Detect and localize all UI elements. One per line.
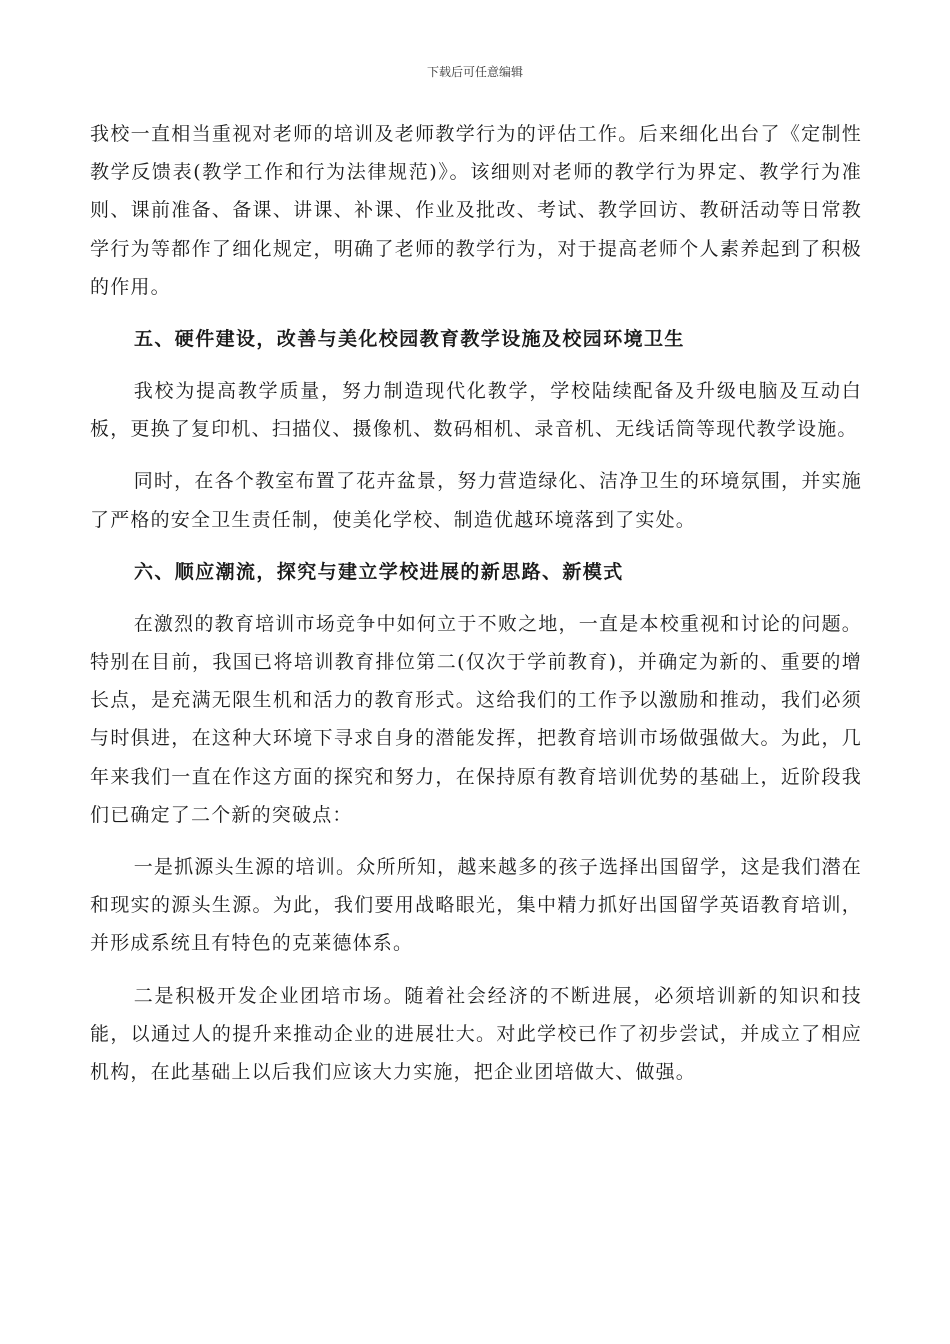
paragraph-teacher-training: 我校一直相当重视对老师的培训及老师教学行为的评估工作。后来细化出台了《定制性教学反馈表(教学工作和行为法律规范)》。该细则对老师的教学行为界定、教学行为准则、课前准备、备课、讲课、补课、作业及批改、考试、教学回访、教研活动等日常教学行为等都作了细化规定，明确了老师的教学行为，对于提高老师个人素养起到了积极的作用。 [90, 123, 862, 298]
paragraph-teaching-facilities: 我校为提高教学质量，努力制造现代化教学，学校陆续配备及升级电脑及互动白板，更换了复印机、扫描仪、摄像机、数码相机、录音机、无线话筒等现代教学设施。 [90, 380, 862, 441]
page-header-note: 下载后可任意编辑 [426, 65, 523, 79]
paragraph-source-students: 一是抓源头生源的培训。众所所知，越来越多的孩子选择出国留学，这是我们潜在和现实的源头生源。为此，我们要用战略眼光，集中精力抓好出国留学英语教育培训，并形成系统且有特色的克莱德体系。 [90, 856, 862, 955]
document-body [90, 115, 862, 1091]
paragraph-market-competition: 在激烈的教育培训市场竞争中如何立于不败之地，一直是本校重视和讨论的问题。特别在目前，我国已将培训教育排位第二(仅次于学前教育)，并确定为新的、重要的增长点，是充满无限生机和活力的教育形式。这给我们的工作予以激励和推动，我们必须与时俱进，在这种大环境下寻求自身的潜能发挥，把教育培训市场做强做大。为此，几年来我们一直在作这方面的探究和努力，在保持原有教育培训优势的基础上，近阶段我们已确定了二个新的突破点： [90, 612, 862, 826]
section-heading-hardware: 五、硬件建设，改善与美化校园教育教学设施及校园环境卫生 [134, 328, 685, 351]
paragraph-campus-environment: 同时，在各个教室布置了花卉盆景，努力营造绿化、洁净卫生的环境氛围，并实施了严格的安全卫生责任制，使美化学校、制造优越环境落到了实处。 [90, 470, 862, 531]
paragraph-enterprise-training: 二是积极开发企业团培市场。随着社会经济的不断进展，必须培训新的知识和技能，以通过人的提升来推动企业的进展壮大。对此学校已作了初步尝试，并成立了相应机构，在此基础上以后我们应该大力实施，把企业团培做大、做强。 [90, 984, 862, 1084]
section-heading-new-model: 六、顺应潮流，探究与建立学校进展的新思路、新模式 [134, 560, 624, 583]
